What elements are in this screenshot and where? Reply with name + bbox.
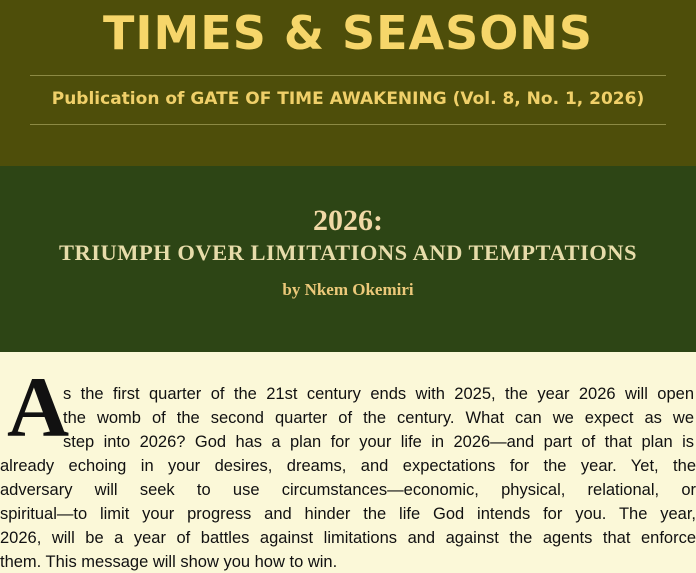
article-line: spiritual—to limit your progress and hinder the life God intends for you. The year, <box>0 505 696 523</box>
article-line: already echoing in your desires, dreams, and expectations for the year. Yet, the <box>0 457 696 475</box>
article-byline: by Nkem Okemiri <box>282 280 414 299</box>
article-line: s the first quarter of the 21st century ends with 2025, the year 2026 will open <box>63 385 694 403</box>
masthead-rule-bottom <box>30 124 666 125</box>
article-year: 2026: <box>313 204 383 237</box>
masthead-rule-top <box>30 75 666 76</box>
article-line: adversary will seek to use circumstances—economic, physical, relational, or <box>0 481 696 499</box>
article-line: step into 2026? God has a plan for your life in 2026—and part of that plan is <box>63 433 694 451</box>
article-line: them. This message will show you how to win. <box>0 553 338 571</box>
article-body <box>0 352 696 570</box>
article-headline: TRIUMPH OVER LIMITATIONS AND TEMPTATIONS <box>59 240 637 265</box>
publication-subtitle: Publication of GATE OF TIME AWAKENING (Vol. 8, No. 1, 2026) <box>51 89 645 109</box>
publication-title: TIMES & SEASONS <box>103 6 593 60</box>
article-line: 2026, will be a year of battles against limitations and against the agents that enforce <box>0 529 696 547</box>
masthead <box>0 0 696 166</box>
article-line: the womb of the second quarter of the century. What can we expect as we <box>63 409 694 427</box>
article-title-block <box>0 166 696 352</box>
drop-cap: A <box>7 359 70 455</box>
